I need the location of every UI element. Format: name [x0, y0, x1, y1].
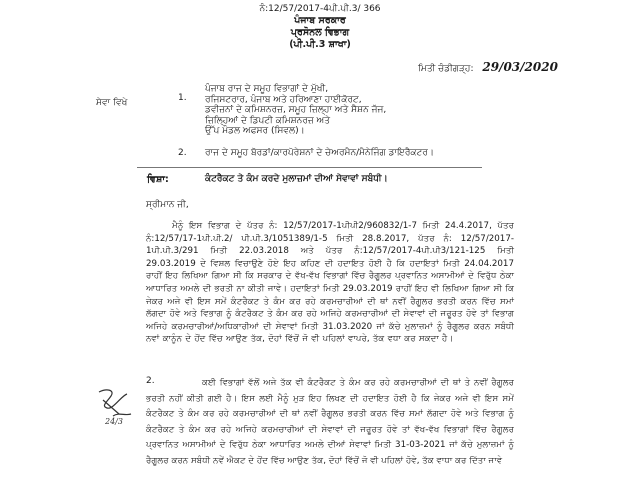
addressee-line: ਉੱਪ ਮੰਡਲ ਅਫਸਰ (ਸਿਵਲ)। [205, 126, 305, 136]
reference-number: ਨੰ:12/57/2017-4ਪੀ.ਪੀ.3/ 366 [259, 4, 381, 14]
addressee-line: ਡਵੀਜ਼ਨਾਂ ਦੇ ਕਮਿਸ਼ਨਰਜ਼, ਸਮੂਹ ਜ਼ਿਲ੍ਹਾ ਅਤੇ ਸੈਸ਼ਨ ਜੱਜ, [205, 105, 387, 115]
handwritten-initials [93, 386, 143, 432]
addressee-number: 1. [178, 93, 187, 103]
addressee-block [205, 84, 386, 137]
paragraph-2-number: 2. [146, 376, 155, 386]
paragraph-1: ਮੈਨੂੰ ਇਸ ਵਿਭਾਗ ਦੇ ਪੱਤਰ ਨੰ: 12/57/2017-1ਪੀਪੀ2/960832/1-7 ਮਿਤੀ 24.4.2017, ਪੱਤਰ ਨੰ:12/57/17-1ਪੀ.ਪੀ.2/ ਪੀ.ਪੀ.3/1051389/1-5 ਮਿਤੀ 28.8.2017, ਪੱਤਰ ਨੰ: 12/57/2017-1ਪੀ.ਪੀ.3/291 ਮਿਤੀ 22.03.2018 ਅਤੇ ਪੱਤਰ ਨੰ:12/57/2017-4ਪੀ.ਪੀ3/121-125 ਮਿਤੀ 29.03.2019 ਦੇ ਵਿਸ਼ਲ ਵਿਚਾਉਣੇ ਹੋਏ ਇਹ ਕਹਿਣ ਦੀ ਹਦਾਇਤ ਹੋਈ ਹੈ ਕਿ ਹਦਾਇਤਾਂ ਮਿਤੀ 24.04.2017 ਰਾਹੀਂ ਇਹ ਲਿਖਿਆ ਗਿਆ ਸੀ ਕਿ ਸਰਕਾਰ ਦੇ ਵੱਖ-ਵੱਖ ਵਿਭਾਗਾਂ ਵਿੱਚ ਰੈਗੂਲਰ ਪ੍ਰਵਾਨਿਤ ਅਸਾਮੀਆਂ ਦੇ ਵਿਰੁੱਧ ਠੇਕਾ ਆਧਾਰਿਤ ਅਮਲੇ ਦੀ ਭਰਤੀ ਨਾ ਕੀਤੀ ਜਾਵੇ। ਹਦਾਇਤਾਂ ਮਿਤੀ 29.03.2019 ਰਾਹੀਂ ਇਹ ਵੀ ਲਿਖਿਆ ਗਿਆ ਸੀ ਕਿ ਜੇਕਰ ਅਜੇ ਵੀ ਇਸ ਸਮੇਂ ਕੰਟਰੈਕਟ ਤੇ ਕੰਮ ਕਰ ਰਹੇ ਕਰਮਚਾਰੀਆਂ ਦੀ ਥਾਂ ਨਵੀਂ ਰੈਗੂਲਰ ਭਰਤੀ ਕਰਨ ਵਿੱਚ ਸਮਾਂ ਲੱਗਦਾ ਹੋਵੇ ਅਤੇ ਵਿਭਾਗ ਨੂੰ ਕੰਟਰੈਕਟ ਤੇ ਕੰਮ ਕਰ ਰਹੇ ਅਜਿਹੇ ਕਰਮਚਾਰੀਆਂ ਦੀ ਸੇਵਾਵਾਂ ਦੀ ਜਰੂਰਤ ਹੋਵੇ ਤਾਂ ਵਿਭਾਗ ਅਜਿਹੇ ਕਰਮਚਾਰੀਆਂ/ਅਧਿਕਾਰੀਆਂ ਦੀ ਸੇਵਾਵਾਂ ਮਿਤੀ 31.03.2020 ਜਾਂ ਕੱਚੇ ਮੁਲਾਜ਼ਮਾਂ ਨੂੰ ਰੈਗੂਲਰ ਕਰਨ ਸਬੰਧੀ ਨਵਾਂ ਕਾਨੂੰਨ ਦੇ ਹੋਂਦ ਵਿੱਚ ਆਉਣ ਤੱਕ, ਦੋਹਾਂ ਵਿੱਚੋਂ ਜੋ ਵੀ ਪਹਿਲਾਂ ਵਾਪਰੇ, ਤੱਕ ਵਧਾ ਕਰ ਸਕਦਾ ਹੈ। [146, 221, 514, 345]
divider [137, 167, 482, 168]
date-value: 29/03/2020 [482, 60, 558, 74]
addressee-line: ਰਾਜ ਦੇ ਸਮੂਹ ਬੋਰਡਾਂ/ਕਾਰਪੋਰੇਸ਼ਨਾਂ ਦੇ ਚੇਅਰਮੈਨ/ਮੈਨੇਜਿੰਗ ਡਾਇਰੈਕਟਰ। [205, 148, 434, 158]
government-name: ਪੰਜਾਬ ਸਰਕਾਰ [294, 15, 346, 26]
paragraph-2: ਕਈ ਵਿਭਾਗਾਂ ਵੱਲੋਂ ਅਜੇ ਤੱਕ ਵੀ ਕੰਟਰੈਕਟ ਤੇ ਕੰਮ ਕਰ ਰਹੇ ਕਰਮਚਾਰੀਆਂ ਦੀ ਥਾਂ ਤੇ ਨਵੀਂ ਰੈਗੂਲਰ ਭਰਤੀ ਨਹੀਂ ਕੀਤੀ ਗਈ ਹੈ। ਇਸ ਲਈ ਮੈਨੂੰ ਮੁੜ ਇਹ ਲਿਖਣ ਦੀ ਹਦਾਇਤ ਹੋਈ ਹੈ ਕਿ ਜੇਕਰ ਅਜੇ ਵੀ ਇਸ ਸਮੇਂ ਕੰਟਰੈਕਟ ਤੇ ਕੰਮ ਕਰ ਰਹੇ ਕਰਮਚਾਰੀਆਂ ਦੀ ਥਾਂ ਨਵੀਂ ਰੈਗੂਲਰ ਭਰਤੀ ਕਰਨ ਵਿੱਚ ਸਮਾਂ ਲੱਗਦਾ ਹੋਵੇ ਅਤੇ ਵਿਭਾਗ ਨੂੰ ਕੰਟਰੈਕਟ ਤੇ ਕੰਮ ਕਰ ਰਹੇ ਅਜਿਹੇ ਕਰਮਚਾਰੀਆਂ ਦੀ ਸੇਵਾਵਾਂ ਦੀ ਜਰੂਰਤ ਹੋਵੇ ਤਾਂ ਵੱਖ-ਵੱਖ ਵਿਭਾਗਾਂ ਵਿੱਚ ਰੈਗੂਲਰ ਪ੍ਰਵਾਨਿਤ ਅਸਾਮੀਆਂ ਦੇ ਵਿਰੁੱਧ ਠੇਕਾ ਆਧਾਰਿਤ ਅਮਲੇ ਦੀਆਂ ਸੇਵਾਵਾਂ ਮਿਤੀ 31-03-2021 ਜਾਂ ਕੱਚੇ ਮੁਲਾਜ਼ਮਾਂ ਨੂੰ ਰੈਗੂਲਰ ਕਰਨ ਸਬੰਧੀ ਨਵੇਂ ਐਕਟ ਦੇ ਹੋਂਦ ਵਿੱਚ ਆਉਣ ਤੱਕ, ਦੋਹਾਂ ਵਿੱਚੋਂ ਜੋ ਵੀ ਪਹਿਲਾਂ ਹੋਵੇ, ਤੱਕ ਵਾਧਾ ਕਰ ਦਿੱਤਾ ਜਾਵੇ [146, 378, 514, 466]
addressee-line: ਰਜਿਸਟਰਾਰ, ਪੰਜਾਬ ਅਤੇ ਹਰਿਆਣਾ ਹਾਈਕੋਰਟ, [205, 94, 362, 105]
subject-label: ਵਿਸ਼ਾ: [147, 174, 169, 185]
branch-name: (ਪੀ.ਪੀ.3 ਸ਼ਾਖਾ) [289, 39, 351, 50]
department-name: ਪ੍ਰਸੋਨਲ ਵਿਭਾਗ [290, 27, 350, 38]
subject-text: ਕੰਟਰੈਕਟ ਤੇ ਕੰਮ ਕਰਦੇ ਮੁਲਾਜ਼ਮਾਂ ਦੀਆਂ ਸੇਵਾਵਾਂ ਸਬੰਧੀ। [205, 174, 388, 184]
addressee-number: 2. [178, 148, 187, 158]
addressee-line: ਜ਼ਿਲ੍ਹਿਆਂ ਦੇ ਡਿਪਟੀ ਕਮਿਸ਼ਨਰਜ਼ ਅਤੇ [205, 115, 331, 126]
date-line [418, 60, 558, 74]
date-label: ਮਿਤੀ ਚੰਡੀਗੜ੍ਹ: [418, 64, 474, 74]
signature-date: 24/3 [105, 417, 123, 426]
greeting: ਸ੍ਰੀਮਾਨ ਜੀ, [146, 200, 189, 210]
salutation: ਸੇਵਾ ਵਿਖੇ [96, 98, 128, 108]
addressee-line: ਪੰਜਾਬ ਰਾਜ ਦੇ ਸਮੂਹ ਵਿਭਾਗਾਂ ਦੇ ਮੁੱਖੀ, [205, 84, 329, 94]
